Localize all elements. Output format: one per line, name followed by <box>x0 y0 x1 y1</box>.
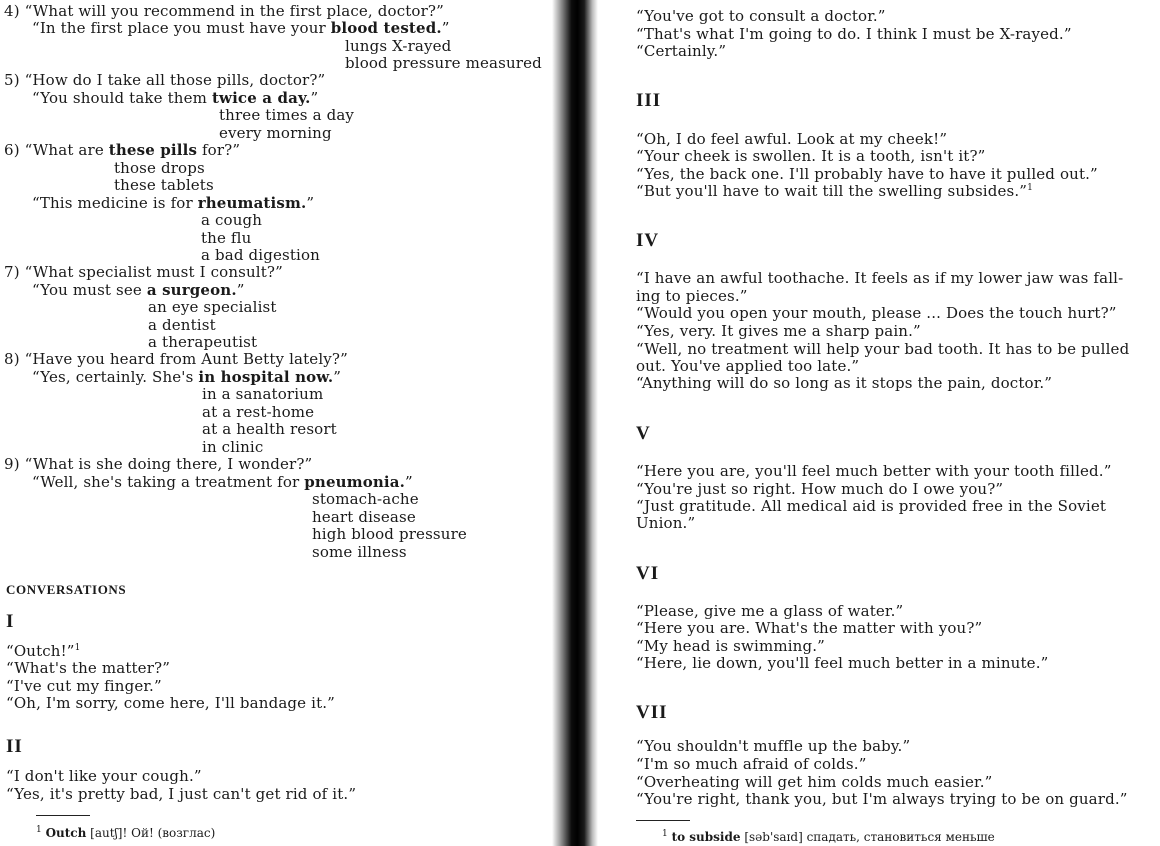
conv-III-last-line: “But you'll have to wait till the swelling subsides.” <box>636 182 1028 200</box>
footnote-rule <box>636 820 690 821</box>
footnote-rule <box>36 815 90 816</box>
footnote-mark: 1 <box>662 829 668 839</box>
q9-answer-close: ” <box>405 473 413 491</box>
conv-IV-line: “Anything will do so long as it stops the pain, doctor.” <box>636 374 1053 392</box>
q6-answer-bold: rheumatism. <box>197 194 307 212</box>
q6-sub: a cough <box>201 211 263 229</box>
conv-VII-line: “Overheating will get him colds much easier.” <box>636 773 993 791</box>
conv-II-line: “I don't like your cough.” <box>6 767 202 785</box>
q6-question-text: 6) “What are <box>4 141 109 159</box>
q5-sub: three times a day <box>219 106 355 124</box>
conv-IV-line: “Yes, very. It gives me a sharp pain.” <box>636 322 921 340</box>
footnote-mark: 1 <box>74 643 81 653</box>
conv-V-line: Union.” <box>636 514 696 532</box>
right-footnote <box>662 830 995 844</box>
q4-question: 4) “What will you recommend in the first place, doctor?” <box>4 2 444 20</box>
q9-sub: heart disease <box>312 508 416 526</box>
q6-question <box>4 142 240 159</box>
q6-question-close: for?” <box>197 141 241 159</box>
q5-answer-text: “You should take them <box>32 89 212 107</box>
conv-IV-line: ing to pieces.” <box>636 287 748 305</box>
footnote-text: [autʃ]! Ой! (возглас) <box>86 826 216 840</box>
q8-sub: at a health resort <box>202 420 337 438</box>
q4-answer-close: ” <box>441 19 450 37</box>
conv-I-first-line: “Outch!” <box>6 642 75 660</box>
conv-I-line: “I've cut my finger.” <box>6 677 162 695</box>
conv-I-line: “Oh, I'm sorry, come here, I'll bandage it.” <box>6 694 335 712</box>
q5-question: 5) “How do I take all those pills, doctor?” <box>4 71 326 89</box>
q4-sub: lungs X-rayed <box>345 37 452 55</box>
conv-V-line: “Here you are, you'll feel much better with your tooth filled.” <box>636 462 1112 480</box>
footnote-term: Outch <box>45 826 87 840</box>
right-page <box>600 0 1160 846</box>
q4-answer-text: “In the first place you must have your <box>32 19 331 37</box>
q7-answer-bold: a surgeon. <box>146 281 237 299</box>
q7-sub: a therapeutist <box>148 333 258 351</box>
q5-answer-close: ” <box>310 89 319 107</box>
conv-IV-line: “I have an awful toothache. It feels as if my lower jaw was fall- <box>636 269 1124 287</box>
q7-answer-text: “You must see <box>32 281 147 299</box>
conv-IV-line: “Would you open your mouth, please ... Does the touch hurt?” <box>636 304 1117 322</box>
q8-sub: in a sanatorium <box>202 385 324 403</box>
conv-I-line: “What's the matter?” <box>6 659 171 677</box>
q6-answer <box>32 195 314 212</box>
intro-line: “You've got to consult a doctor.” <box>636 7 886 25</box>
conv-III-line: “Your cheek is swollen. It is a tooth, isn't it?” <box>636 147 986 165</box>
conv-V-line: “Just gratitude. All medical aid is provided free in the Soviet <box>636 497 1107 515</box>
conv-I-heading: I <box>6 611 15 632</box>
footnote-text: [səb'saɪd] спадать, становиться меньше <box>740 830 995 844</box>
q7-answer <box>32 282 245 299</box>
conv-VI-line: “Please, give me a glass of water.” <box>636 602 904 620</box>
q9-answer-bold: pneumonia. <box>304 473 406 491</box>
q5-answer-bold: twice a day. <box>211 89 311 107</box>
conversations-title: CONVERSATIONS <box>6 582 127 597</box>
q6-answer-text: “This medicine is for <box>32 194 198 212</box>
q7-answer-close: ” <box>236 281 245 299</box>
conv-IV-heading: IV <box>636 230 660 251</box>
left-footnote <box>36 826 215 840</box>
q8-sub: at a rest-home <box>202 403 315 421</box>
q7-sub: an eye specialist <box>148 298 277 316</box>
q6-sub: these tablets <box>114 176 214 194</box>
conv-VII-line: “I'm so much afraid of colds.” <box>636 755 867 773</box>
conv-VI-line: “My head is swimming.” <box>636 637 825 655</box>
q6-sub: a bad digestion <box>201 246 320 264</box>
q8-answer-close: ” <box>333 368 342 386</box>
intro-line: “Certainly.” <box>636 42 727 60</box>
conv-II-line: “Yes, it's pretty bad, I just can't get rid of it.” <box>6 785 357 803</box>
q5-sub: every morning <box>219 124 332 142</box>
q8-answer-bold: in hospital now. <box>198 368 334 386</box>
q9-sub: some illness <box>312 543 407 561</box>
conv-V-line: “You're just so right. How much do I owe you?” <box>636 480 1004 498</box>
q5-answer <box>32 90 318 107</box>
conv-VI-line: “Here, lie down, you'll feel much better in a minute.” <box>636 654 1049 672</box>
q6-sub: the flu <box>201 229 252 247</box>
conv-III-heading: III <box>636 90 662 111</box>
q9-answer-text: “Well, she's taking a treatment for <box>32 473 305 491</box>
q7-sub: a dentist <box>148 316 216 334</box>
q8-answer <box>32 369 341 386</box>
q6-sub: those drops <box>114 159 205 177</box>
q9-sub: high blood pressure <box>312 525 467 543</box>
q8-sub: in clinic <box>202 438 264 456</box>
conv-VII-line: “You shouldn't muffle up the baby.” <box>636 737 911 755</box>
conv-V-heading: V <box>636 423 651 444</box>
q8-answer-text: “Yes, certainly. She's <box>32 368 199 386</box>
q4-answer-bold: blood tested. <box>330 19 442 37</box>
q9-sub: stomach-ache <box>312 490 419 508</box>
q9-question: 9) “What is she doing there, I wonder?” <box>4 455 313 473</box>
q9-answer <box>32 474 413 491</box>
footnote-mark: 1 <box>36 825 42 835</box>
conv-VI-line: “Here you are. What's the matter with you?” <box>636 619 983 637</box>
conv-II-heading: II <box>6 736 23 757</box>
left-page <box>0 0 560 846</box>
intro-line: “That's what I'm going to do. I think I must be X-rayed.” <box>636 25 1072 43</box>
q8-question: 8) “Have you heard from Aunt Betty lately?” <box>4 350 348 368</box>
conv-IV-line: “Well, no treatment will help your bad tooth. It has to be pulled <box>636 340 1130 358</box>
q6-answer-close: ” <box>306 194 315 212</box>
q4-answer <box>32 20 450 37</box>
conv-III-line: “Oh, I do feel awful. Look at my cheek!” <box>636 130 948 148</box>
q4-sub: blood pressure measured <box>345 54 542 72</box>
conv-VII-heading: VII <box>636 702 668 723</box>
conv-VII-line: “You're right, thank you, but I'm always trying to be on guard.” <box>636 790 1128 808</box>
conv-I-line <box>6 643 81 660</box>
q7-question: 7) “What specialist must I consult?” <box>4 263 283 281</box>
footnote-term: to subside <box>671 830 741 844</box>
conv-III-line: “Yes, the back one. I'll probably have to have it pulled out.” <box>636 165 1098 183</box>
conv-IV-line: out. You've applied too late.” <box>636 357 860 375</box>
conv-VI-heading: VI <box>636 563 660 584</box>
conv-III-line <box>636 183 1033 200</box>
footnote-mark: 1 <box>1027 183 1033 193</box>
q6-question-bold: these pills <box>108 141 198 159</box>
